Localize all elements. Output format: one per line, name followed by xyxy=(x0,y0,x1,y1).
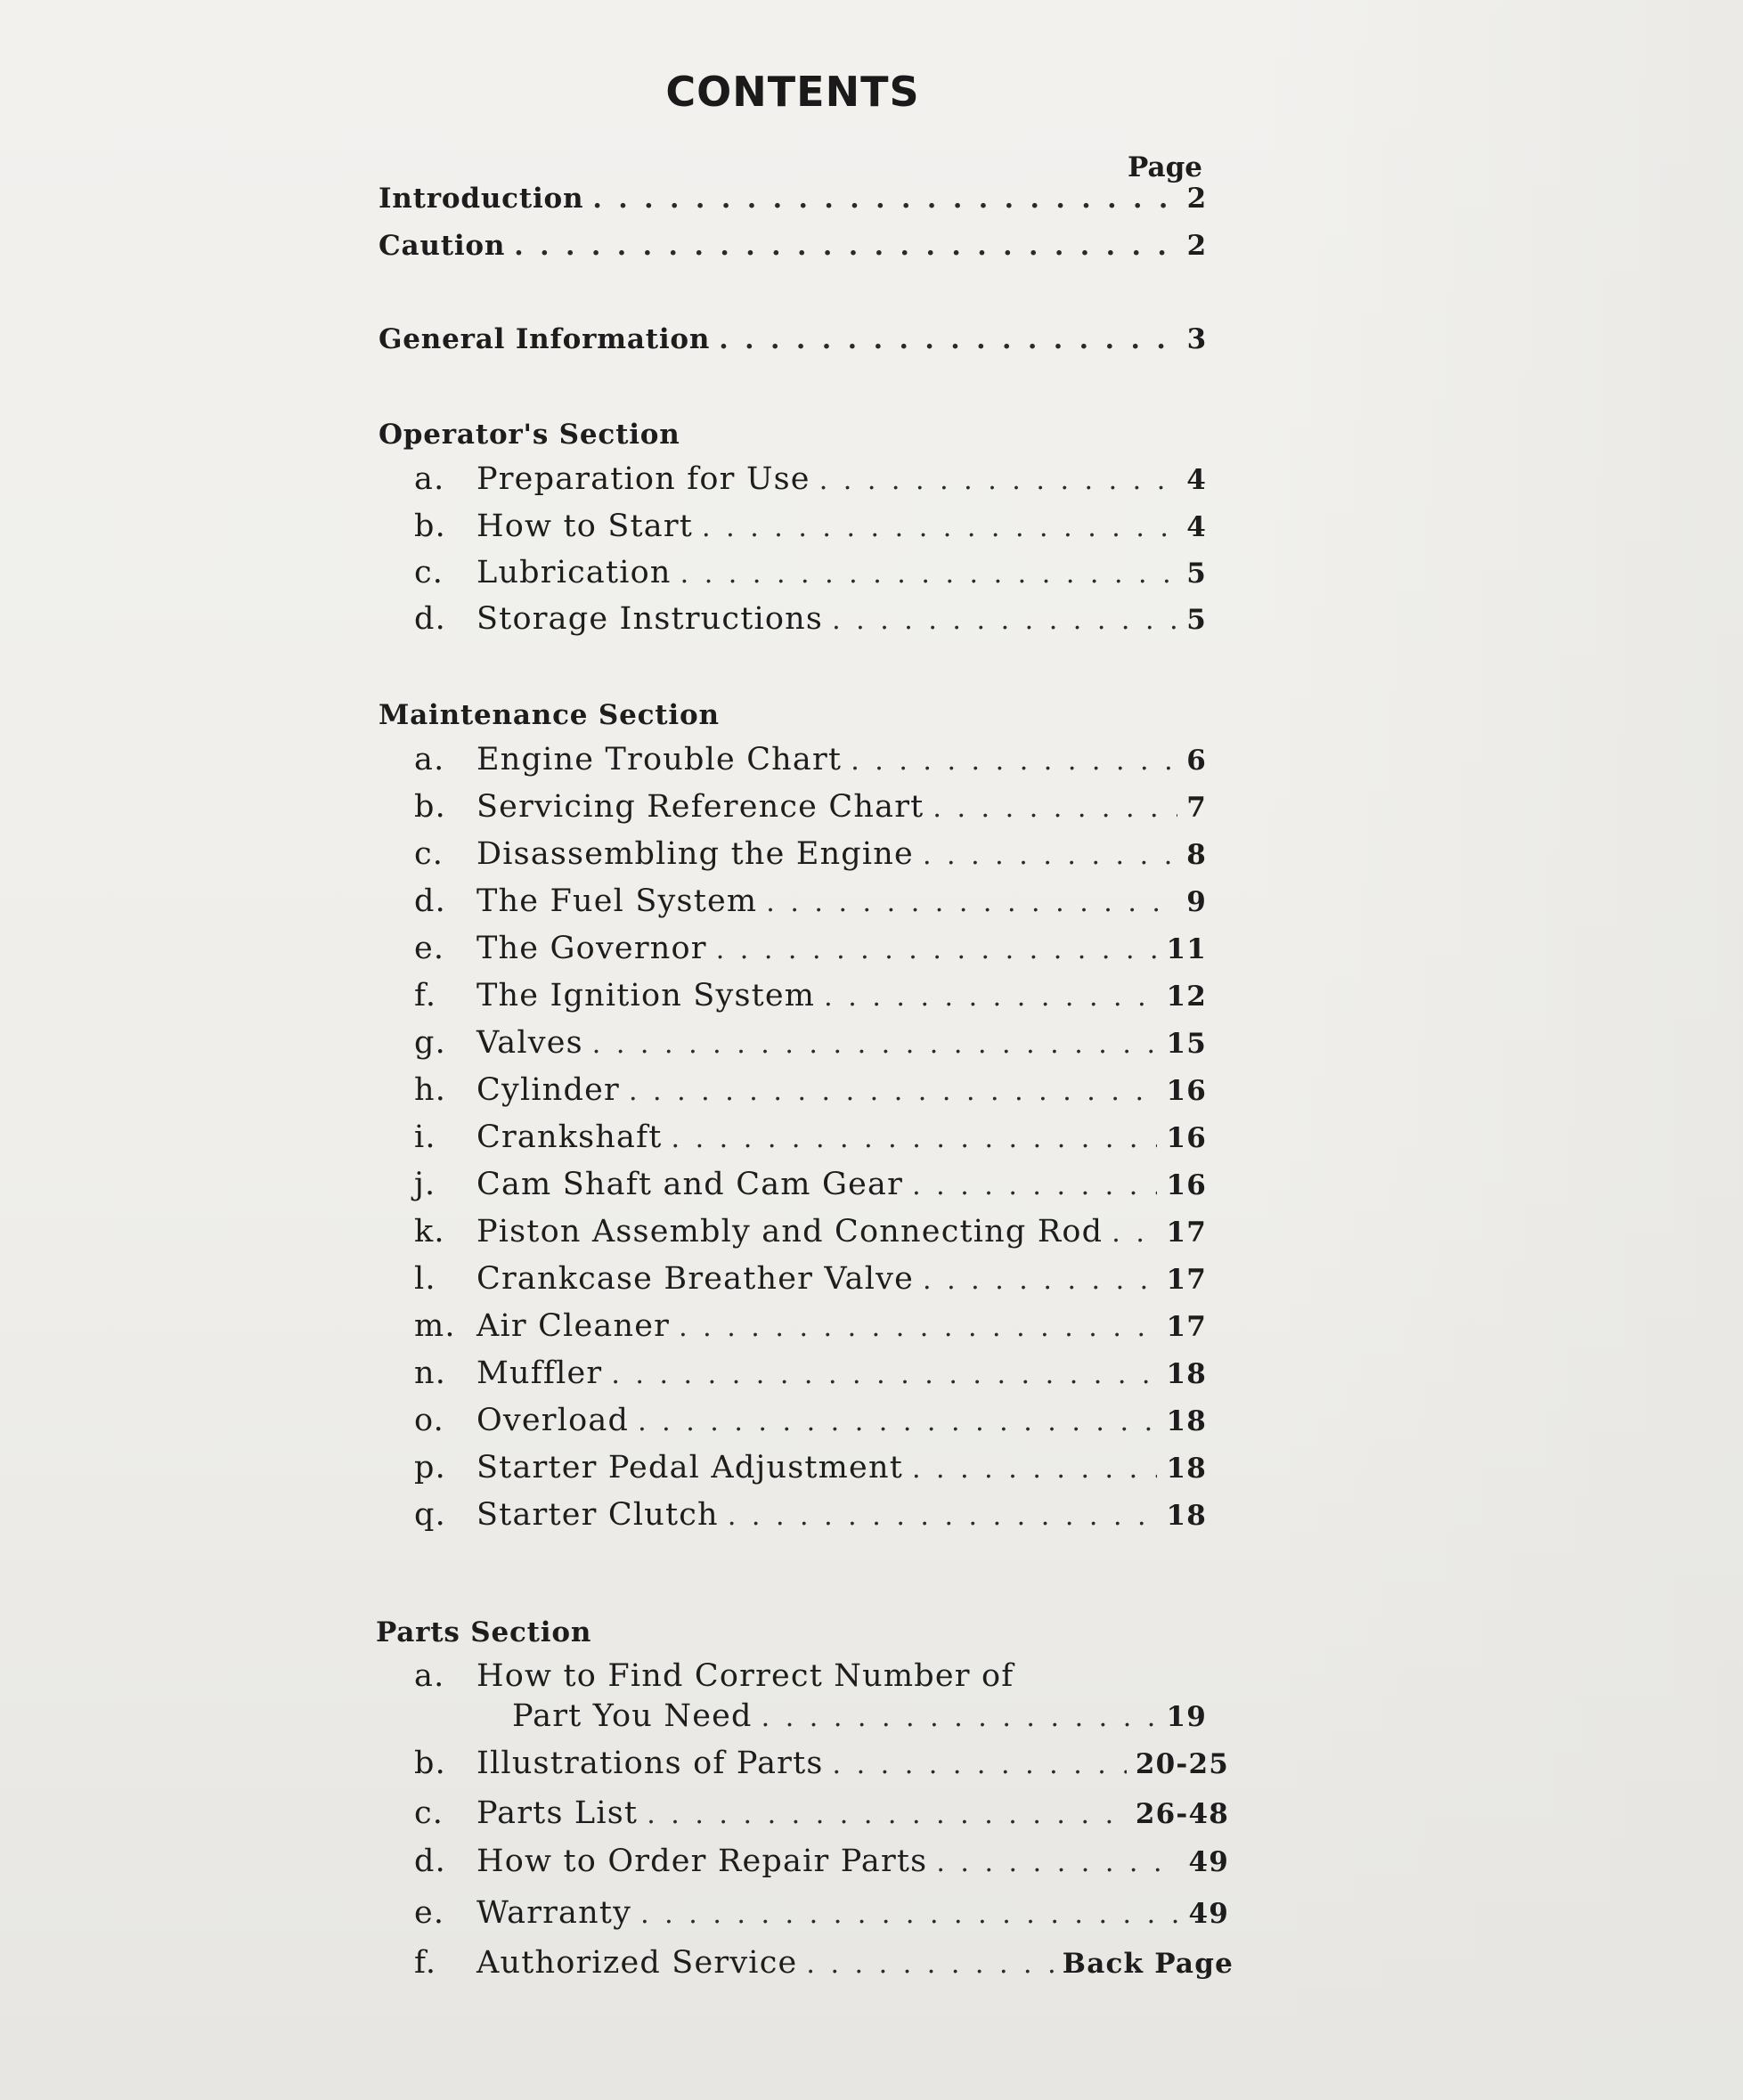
toc-entry-label: The Governor xyxy=(476,931,707,966)
toc-entry-label: Cam Shaft and Cam Gear xyxy=(476,1167,904,1202)
toc-entry-label: General Information xyxy=(379,323,711,355)
toc-entry-label: Illustrations of Parts xyxy=(476,1746,824,1781)
toc-entry-letter: d. xyxy=(414,883,446,919)
toc-entry xyxy=(414,1355,1207,1396)
toc-entry-page: 6 xyxy=(1186,745,1207,777)
toc-entry-label: Introduction xyxy=(379,183,584,215)
toc-entry-letter: i. xyxy=(414,1119,436,1155)
toc-entry-label: Air Cleaner xyxy=(476,1308,671,1344)
toc-entry-label: Overload xyxy=(476,1403,630,1438)
toc-entry xyxy=(414,1308,1207,1349)
page-column-header: Page xyxy=(1128,151,1202,183)
dot-leader xyxy=(647,1799,1127,1830)
toc-entry-page: 18 xyxy=(1166,1358,1207,1390)
toc-entry-letter: h. xyxy=(414,1072,447,1108)
toc-entry xyxy=(414,1746,1229,1787)
toc-entry xyxy=(414,1658,1207,1699)
dot-leader xyxy=(762,1702,1158,1733)
toc-entry-page: 4 xyxy=(1186,511,1207,543)
toc-entry xyxy=(414,1895,1229,1936)
toc-entry-label: Caution xyxy=(379,230,506,262)
dot-leader xyxy=(514,231,1177,262)
toc-entry xyxy=(414,883,1207,924)
toc-entry xyxy=(414,1450,1207,1491)
toc-entry-page: 17 xyxy=(1166,1311,1207,1343)
dot-leader xyxy=(716,934,1158,965)
toc-entry-page: 26-48 xyxy=(1135,1798,1229,1830)
dot-leader xyxy=(672,1123,1158,1154)
toc-entry-page: Back Page xyxy=(1062,1948,1234,1980)
dot-leader xyxy=(592,1029,1158,1060)
toc-entry-letter: d. xyxy=(414,601,446,637)
toc-entry-label: How to Start xyxy=(476,509,694,544)
toc-entry-letter: k. xyxy=(414,1214,445,1249)
toc-entry-page: 16 xyxy=(1166,1169,1207,1201)
toc-entry-label: Servicing Reference Chart xyxy=(476,789,924,825)
toc-entry-letter: a. xyxy=(414,461,445,497)
dot-leader xyxy=(728,1501,1158,1532)
toc-entry-label: Crankcase Breather Valve xyxy=(476,1261,915,1297)
toc-entry-general-information xyxy=(379,323,1207,364)
toc-entry-label: Warranty xyxy=(476,1895,632,1931)
toc-entry-label: The Ignition System xyxy=(476,978,816,1013)
toc-entry-letter: j. xyxy=(414,1167,436,1202)
toc-entry xyxy=(414,555,1207,596)
dot-leader xyxy=(766,887,1177,918)
toc-entry xyxy=(414,1261,1207,1302)
toc-entry-page: 17 xyxy=(1166,1264,1207,1296)
toc-entry-page: 12 xyxy=(1166,981,1207,1013)
dot-leader xyxy=(702,512,1177,543)
toc-entry-label: Cylinder xyxy=(476,1072,620,1108)
dot-leader xyxy=(611,1359,1157,1390)
toc-entry-label: Parts List xyxy=(476,1795,639,1831)
dot-leader xyxy=(832,605,1177,636)
toc-entry-page: 15 xyxy=(1166,1028,1207,1060)
dot-leader xyxy=(819,465,1178,496)
toc-entry-page: 2 xyxy=(1186,230,1207,262)
section-heading-parts: Parts Section xyxy=(376,1616,592,1648)
toc-entry-page: 8 xyxy=(1186,839,1207,871)
toc-entry-letter: b. xyxy=(414,789,446,825)
toc-entry-page: 20-25 xyxy=(1135,1748,1229,1780)
dot-leader xyxy=(833,1749,1127,1780)
toc-entry xyxy=(414,1795,1229,1836)
dot-leader xyxy=(936,1847,1179,1878)
toc-entry-label: Muffler xyxy=(476,1355,603,1391)
toc-entry xyxy=(414,836,1207,877)
toc-entry-label: Storage Instructions xyxy=(476,601,824,637)
toc-entry-letter: c. xyxy=(414,1795,444,1831)
toc-entry-page: 11 xyxy=(1166,933,1207,965)
toc-entry-label: The Fuel System xyxy=(476,883,758,919)
toc-entry xyxy=(414,1025,1207,1066)
toc-entry-label: Valves xyxy=(476,1025,583,1061)
dot-leader xyxy=(806,1949,1053,1980)
toc-entry-letter: p. xyxy=(414,1450,446,1485)
toc-entry-letter: c. xyxy=(414,555,444,590)
toc-entry-page: 7 xyxy=(1186,792,1207,824)
dot-leader xyxy=(629,1076,1158,1107)
toc-entry-letter: n. xyxy=(414,1355,447,1391)
dot-leader xyxy=(719,324,1177,355)
section-heading-operators: Operator's Section xyxy=(379,419,680,451)
toc-entry-label: Lubrication xyxy=(476,555,672,590)
toc-entry-page: 16 xyxy=(1166,1075,1207,1107)
toc-entry-letter: a. xyxy=(414,1658,445,1694)
toc-entry xyxy=(414,931,1207,972)
dot-leader xyxy=(640,1899,1179,1930)
toc-entry-page: 3 xyxy=(1186,323,1207,355)
toc-entry-letter: m. xyxy=(414,1308,456,1344)
toc-entry xyxy=(414,509,1207,549)
section-heading-maintenance: Maintenance Section xyxy=(379,699,720,731)
toc-entry-letter: d. xyxy=(414,1844,446,1879)
toc-entry xyxy=(414,789,1207,830)
toc-entry-caution xyxy=(379,230,1207,271)
toc-entry-label: Starter Clutch xyxy=(476,1497,719,1533)
toc-entry-page: 18 xyxy=(1166,1405,1207,1437)
toc-entry-page: 9 xyxy=(1186,886,1207,918)
toc-entry xyxy=(414,1119,1207,1160)
toc-entry-label: Preparation for Use xyxy=(476,461,810,497)
dot-leader xyxy=(679,1312,1157,1343)
toc-entry-letter: b. xyxy=(414,1746,446,1781)
toc-entry-letter: q. xyxy=(414,1497,446,1533)
toc-entry-letter: o. xyxy=(414,1403,444,1438)
toc-entry xyxy=(414,1844,1229,1884)
toc-entry-introduction xyxy=(379,183,1207,224)
toc-entry xyxy=(414,1072,1207,1113)
dot-leader xyxy=(592,183,1177,215)
toc-entry xyxy=(414,1214,1207,1255)
toc-entry-continuation xyxy=(512,1698,1207,1739)
toc-entry-letter: e. xyxy=(414,1895,445,1931)
toc-entry xyxy=(414,978,1207,1019)
toc-entry-label: Engine Trouble Chart xyxy=(476,742,843,777)
toc-entry-letter: b. xyxy=(414,509,446,544)
toc-entry-page: 16 xyxy=(1166,1122,1207,1154)
toc-entry xyxy=(414,742,1207,783)
dot-leader xyxy=(851,745,1177,777)
toc-entry-letter: a. xyxy=(414,742,445,777)
dot-leader xyxy=(1112,1217,1157,1249)
toc-entry-page: 49 xyxy=(1188,1898,1229,1930)
toc-entry-label: How to Find Correct Number of xyxy=(476,1658,1014,1694)
toc-entry-page: 18 xyxy=(1166,1453,1207,1485)
toc-entry-letter: f. xyxy=(414,1945,437,1981)
toc-entry-page: 5 xyxy=(1186,604,1207,636)
toc-entry-label: How to Order Repair Parts xyxy=(476,1844,928,1879)
dot-leader xyxy=(923,1265,1157,1296)
toc-entry xyxy=(414,1945,1234,1986)
toc-entry-label: Authorized Service xyxy=(476,1945,798,1981)
toc-entry-page: 5 xyxy=(1186,558,1207,590)
toc-entry-label: Piston Assembly and Connecting Rod xyxy=(476,1214,1104,1249)
toc-entry-letter: g. xyxy=(414,1025,446,1061)
toc-entry-label: Starter Pedal Adjustment xyxy=(476,1450,903,1485)
dot-leader xyxy=(680,558,1178,590)
toc-entry xyxy=(414,1497,1207,1538)
dot-leader xyxy=(912,1453,1157,1485)
toc-entry-letter: c. xyxy=(414,836,444,872)
dot-leader xyxy=(638,1406,1157,1437)
toc-entry-letter: e. xyxy=(414,931,445,966)
dot-leader xyxy=(912,1170,1157,1201)
toc-entry xyxy=(414,1403,1207,1444)
dot-leader xyxy=(933,793,1177,824)
toc-entry-label: Part You Need xyxy=(512,1698,753,1734)
toc-entry-label: Crankshaft xyxy=(476,1119,663,1155)
dot-leader xyxy=(824,981,1157,1013)
toc-entry-page: 18 xyxy=(1166,1500,1207,1532)
toc-entry-label: Disassembling the Engine xyxy=(476,836,914,872)
toc-entry-letter: l. xyxy=(414,1261,436,1297)
toc-entry xyxy=(414,1167,1207,1208)
page-title: CONTENTS xyxy=(665,68,920,116)
toc-entry-page: 49 xyxy=(1188,1846,1229,1878)
toc-entry xyxy=(414,601,1207,642)
dot-leader xyxy=(923,840,1177,871)
toc-entry-letter: f. xyxy=(414,978,437,1013)
toc-entry-page: 2 xyxy=(1186,183,1207,215)
toc-entry-page: 19 xyxy=(1166,1701,1207,1733)
toc-entry xyxy=(414,461,1207,502)
toc-entry-page: 4 xyxy=(1186,464,1207,496)
toc-entry-page: 17 xyxy=(1166,1217,1207,1249)
